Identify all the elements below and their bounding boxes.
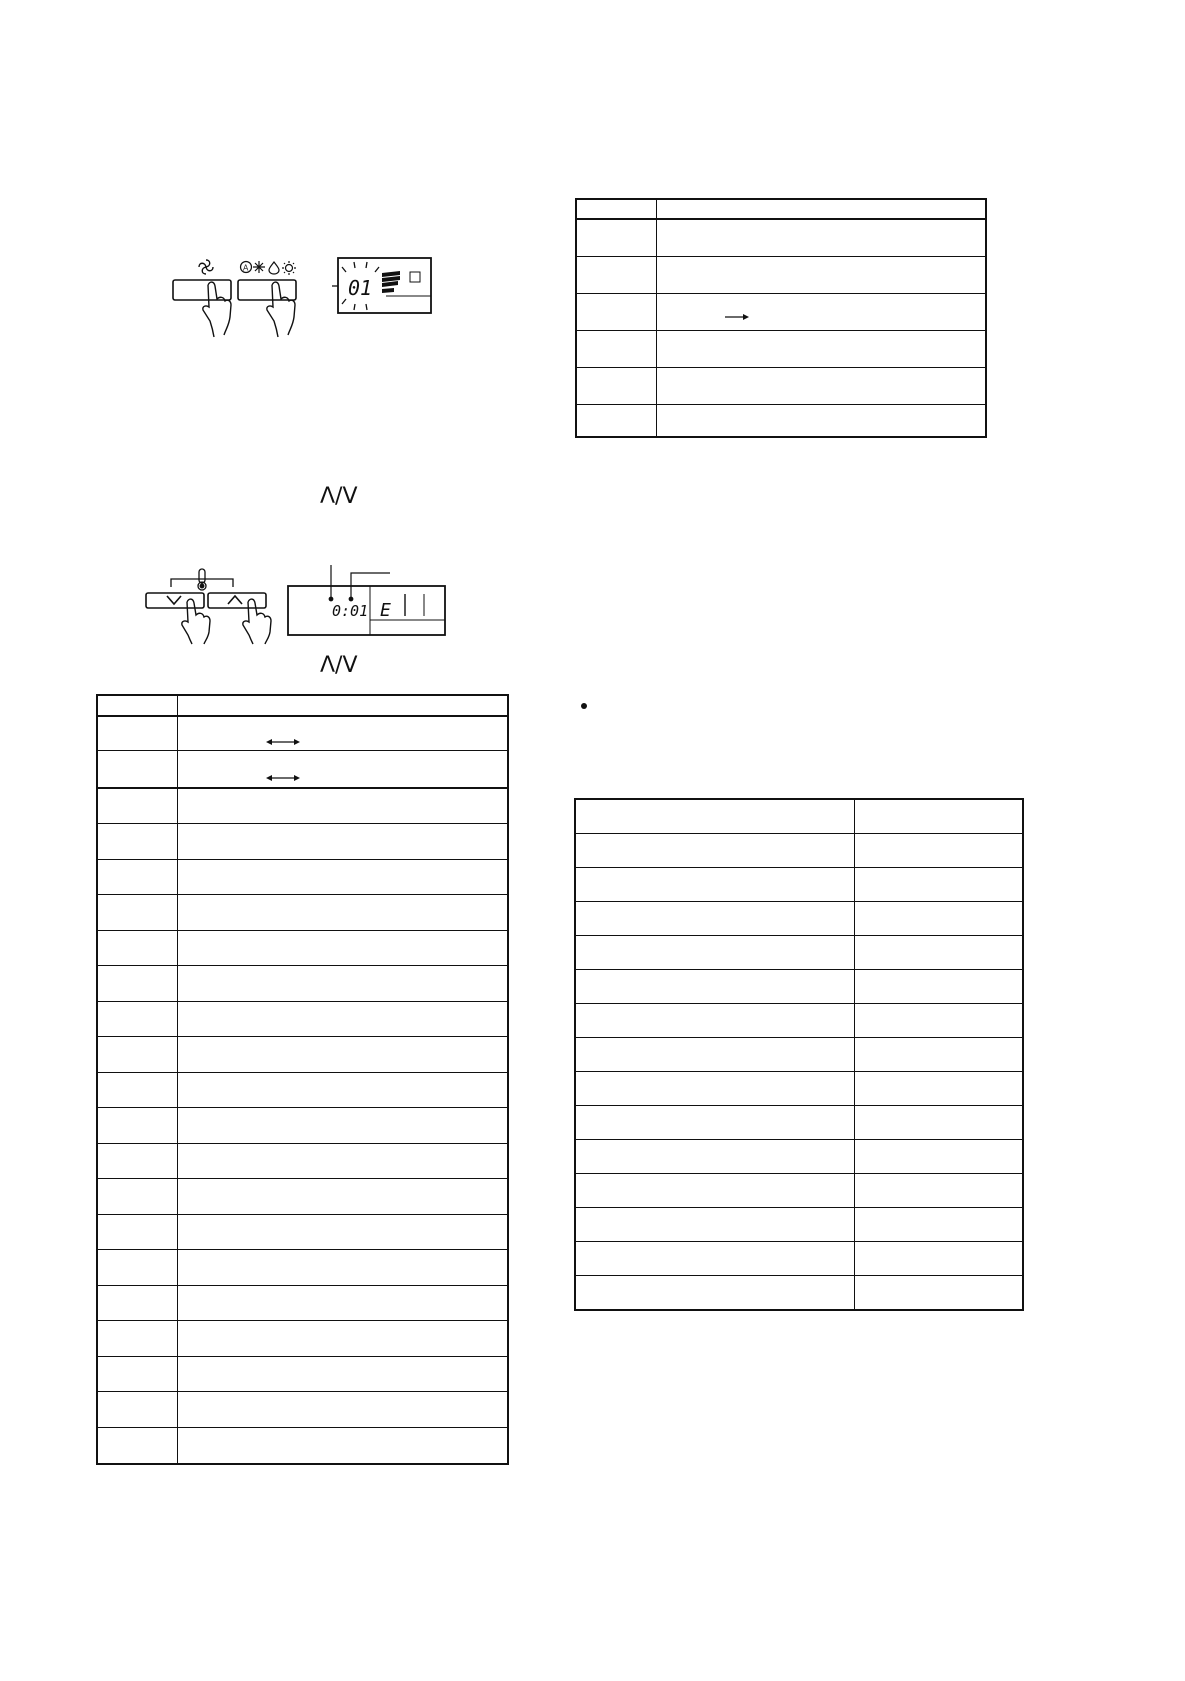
up-down-buttons-caption-top: Λ/V [320, 484, 358, 509]
mode-button[interactable] [238, 280, 296, 300]
table-row [97, 1179, 508, 1215]
table-left [96, 694, 509, 1465]
temperature-buttons-illustration [140, 560, 460, 645]
table-row [576, 219, 986, 257]
table-row [97, 788, 508, 824]
table-row [576, 368, 986, 405]
table-row [575, 868, 1023, 902]
right-arrow-icon [725, 313, 749, 321]
table-header-row [576, 199, 986, 219]
double-arrow-icon [266, 738, 300, 746]
table-row [97, 1250, 508, 1286]
table-row [97, 751, 508, 789]
table-row [97, 1073, 508, 1108]
remote-display-setting [288, 586, 445, 635]
table-lower-right [574, 798, 1024, 1311]
table-row [97, 931, 508, 966]
up-down-buttons-caption-bottom: Λ/V [320, 653, 358, 678]
table-row [97, 716, 508, 751]
table-header-row [575, 799, 1023, 834]
table-row [97, 1428, 508, 1465]
table-row [575, 834, 1023, 868]
table-row [97, 1037, 508, 1073]
table-row [575, 1208, 1023, 1242]
table-row [97, 966, 508, 1002]
table-row [576, 331, 986, 368]
table-row [97, 1357, 508, 1392]
table-row [97, 1321, 508, 1357]
table-row [575, 1174, 1023, 1208]
table-row [575, 936, 1023, 970]
table-row [97, 1392, 508, 1428]
fan-mode-buttons-illustration [170, 255, 470, 350]
table-row [97, 824, 508, 860]
table-row [97, 1002, 508, 1037]
table-row [576, 257, 986, 294]
list-bullet [581, 703, 587, 709]
table-row [97, 1144, 508, 1179]
table-row [575, 902, 1023, 936]
table-row [576, 405, 986, 438]
table-row [575, 1004, 1023, 1038]
table-row [575, 1072, 1023, 1106]
table-row [576, 294, 986, 331]
remote-display [332, 258, 431, 313]
table-row [97, 1108, 508, 1144]
mode-icons [241, 261, 297, 275]
table-row [575, 1140, 1023, 1174]
fan-icon [199, 260, 213, 274]
temperature-down-button[interactable] [146, 593, 204, 608]
table-row [97, 895, 508, 931]
table-row [575, 1242, 1023, 1276]
table-row [575, 1038, 1023, 1072]
setting-code: 0:01 [332, 602, 369, 620]
table-row [575, 1106, 1023, 1140]
temperature-up-button[interactable] [208, 593, 266, 608]
table-header-row [97, 695, 508, 716]
svg-text:A: A [243, 263, 249, 273]
table-row [97, 1286, 508, 1321]
table-upper-right [575, 198, 987, 438]
setting-mode-letter: E [380, 600, 391, 621]
thermometer-icon [171, 569, 233, 590]
table-row [97, 860, 508, 895]
double-arrow-icon [266, 774, 300, 782]
table-row [575, 1276, 1023, 1311]
table-row [97, 1215, 508, 1250]
function-code: 01 [348, 276, 373, 300]
table-row [575, 970, 1023, 1004]
